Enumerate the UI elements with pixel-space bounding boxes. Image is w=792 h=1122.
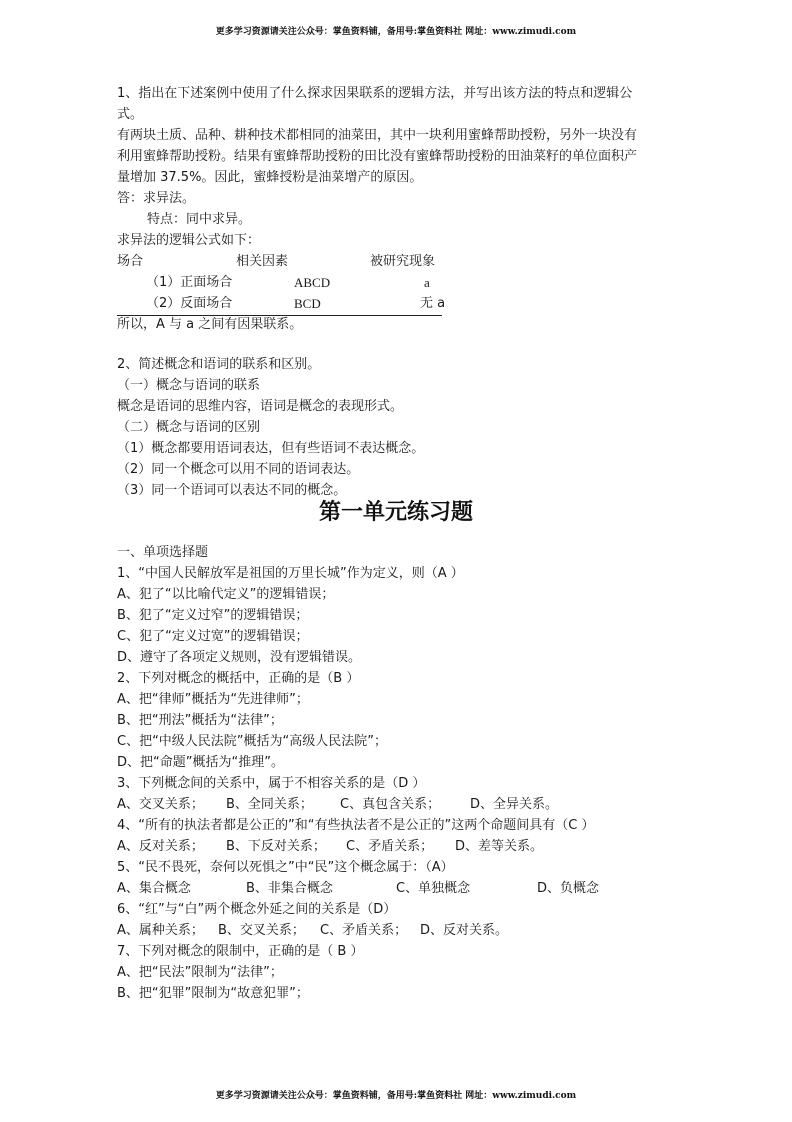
mc-q4-option-d: D、差等关系。 — [455, 839, 544, 854]
mc-q2-option-b: B、把“刑法”概括为“法律”； — [117, 713, 283, 728]
mc-q2-option-c: C、把“中级人民法院”概括为“高级人民法院”； — [117, 734, 388, 749]
mc-q7: 7、下列对概念的限制中，正确的是（ B ） — [117, 944, 364, 959]
q1-feature: 特点：同中求异。 — [147, 212, 252, 227]
q1-case-line2: 利用蜜蜂帮助授粉。结果有蜜蜂帮助授粉的田比没有蜜蜂帮助授粉的田油菜籽的单位面积产 — [117, 149, 638, 164]
mc-q3-option-a: A、交叉关系； — [117, 797, 204, 812]
mc-q5-option-d: D、负概念 — [537, 881, 600, 896]
mc-q1-option-b: B、犯了“定义过窄”的逻辑错误； — [117, 608, 309, 623]
mc-q3-option-b: B、全同关系； — [226, 797, 313, 812]
q1-case-line3: 量增加 37.5%。因此，蜜蜂授粉是油菜增产的原因。 — [117, 170, 423, 185]
mc-q4: 4、“所有的执法者都是公正的”和“有些执法者不是公正的”这两个命题间具有（C ） — [117, 818, 595, 833]
mc-q6: 6、“红”与“白”两个概念外延之间的关系是（D） — [117, 902, 397, 917]
mc-q5-option-c: C、单独概念 — [396, 881, 471, 896]
mc-q5-option-a: A、集合概念 — [117, 881, 191, 896]
unit-title: 第一单元练习题 — [318, 500, 473, 525]
q1-question-line1: 1、指出在下述案例中使用了什么探求因果联系的逻辑方法，并写出该方法的特点和逻辑公 — [117, 86, 633, 101]
q2-section2-heading: （二）概念与语词的区别 — [117, 420, 261, 435]
page-header: 更多学习资源请关注公众号：掌鱼资料铺，备用号:掌鱼资料社 网址：www.zimudi.com — [215, 27, 577, 37]
table-divider-line — [117, 315, 442, 316]
table-row2-occasion: （2）反面场合 — [146, 296, 233, 311]
mc-q1: 1、“中国人民解放军是祖国的万里长城”作为定义，则（A ） — [117, 566, 464, 581]
mc-q3: 3、下列概念间的关系中，属于不相容关系的是（D ） — [117, 776, 426, 791]
table-row1-factors: ABCD — [294, 275, 331, 290]
mc-q2-option-a: A、把“律师”概括为“先进律师”； — [117, 692, 309, 707]
table-row1-occasion: （1）正面场合 — [146, 275, 233, 290]
q1-question-line2: 式。 — [117, 107, 144, 122]
q1-case-line1: 有两块土质、品种、耕种技术都相同的油菜田，其中一块利用蜜蜂帮助授粉，另外一块没有 — [117, 128, 638, 143]
mc-q5: 5、“民不畏死，奈何以死惧之”中“民”这个概念属于：（A） — [117, 860, 454, 875]
mc-q2-option-d: D、把“命题”概括为“推理”。 — [117, 755, 284, 770]
q1-answer: 答：求异法。 — [117, 191, 196, 206]
mc-q7-option-a: A、把“民法”限制为“法律”； — [117, 965, 283, 980]
q2-question: 2、简述概念和语词的联系和区别。 — [117, 357, 321, 372]
table-row1-phenomenon: a — [424, 275, 430, 290]
mc-q6-option-b: B、交叉关系； — [218, 923, 305, 938]
mc-q3-option-c: C、真包含关系； — [340, 797, 441, 812]
table-header-phenomenon: 被研究现象 — [370, 254, 436, 269]
q1-formula-intro: 求异法的逻辑公式如下： — [117, 233, 261, 248]
mc-q5-option-b: B、非集合概念 — [246, 881, 333, 896]
q2-point-3: （3）同一个语词可以表达不同的概念。 — [117, 483, 347, 498]
mc-q3-option-d: D、全异关系。 — [470, 797, 559, 812]
mc-q2: 2、下列对概念的概括中，正确的是（B ） — [117, 671, 360, 686]
mc-q4-option-c: C、矛盾关系； — [346, 839, 434, 854]
page-footer: 更多学习资源请关注公众号：掌鱼资料铺，备用号:掌鱼资料社 网址：www.zimudi.com — [215, 1091, 577, 1101]
table-row2-factors: BCD — [294, 296, 321, 311]
table-row2-phenomenon: 无 a — [420, 296, 446, 311]
q2-section1-heading: （一）概念与语词的联系 — [117, 378, 261, 393]
mc-q7-option-b: B、把“犯罪”限制为“故意犯罪”； — [117, 986, 309, 1001]
mc-q1-option-a: A、犯了“以比喻代定义”的逻辑错误； — [117, 587, 335, 602]
mc-q6-option-c: C、矛盾关系； — [320, 923, 408, 938]
table-header-occasion: 场合 — [117, 254, 144, 269]
mc-q1-option-c: C、犯了“定义过宽”的逻辑错误； — [117, 629, 309, 644]
table-header-factors: 相关因素 — [236, 254, 289, 269]
q2-point-2: （2）同一个概念可以用不同的语词表达。 — [117, 462, 360, 477]
q2-section1-text: 概念是语词的思维内容，语词是概念的表现形式。 — [117, 399, 404, 414]
mc-q6-option-a: A、属种关系； — [117, 923, 204, 938]
q2-point-1: （1）概念都要用语词表达，但有些语词不表达概念。 — [117, 441, 425, 456]
mc-q4-option-a: A、反对关系； — [117, 839, 204, 854]
section-heading: 一、单项选择题 — [117, 545, 209, 560]
mc-q1-option-d: D、遵守了各项定义规则，没有逻辑错误。 — [117, 650, 362, 665]
mc-q6-option-d: D、反对关系。 — [420, 923, 509, 938]
mc-q4-option-b: B、下反对关系； — [226, 839, 326, 854]
q1-conclusion: 所以，A 与 a 之间有因果联系。 — [117, 317, 303, 332]
